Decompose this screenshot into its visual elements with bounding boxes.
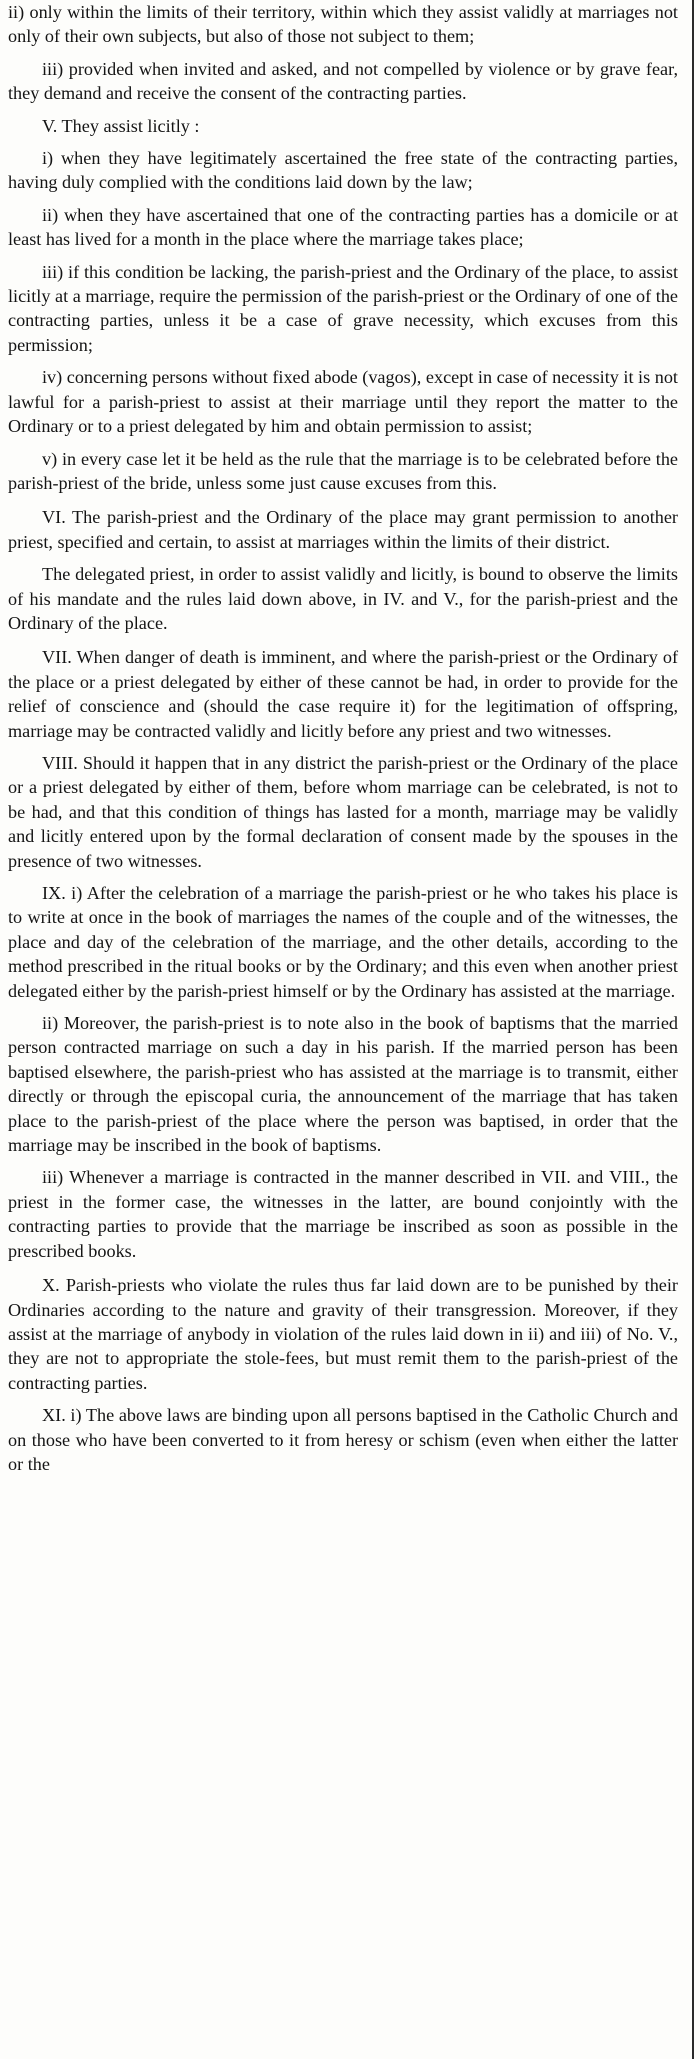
paragraph: ii) Moreover, the parish-priest is to note also in the book of baptisms that the married person contracted marriage on such a day in his parish. If the married person has been baptised elsewhere, the parish-priest who has assisted at the marriage is to transmit, either directly or through the episcopal curia, the announcement of the marriage that has taken place to the parish-priest of the place where the person was baptised, in order that the marriage may be inscribed in the book of baptisms. [8,1013,678,1156]
paragraph: IX. i) After the celebration of a marriage the parish-priest or he who takes his place is to write at once in the book of marriages the names of the couple and of the witnesses, the place and day of the celebration of the marriage, and the other details, according to the method prescribed in the ritual books or by the Ordinary; and this even when another priest delegated either by the parish-priest himself or by the Ordinary has assisted at the marriage. [8,883,678,1001]
paragraph: v) in every case let it be held as the rule that the marriage is to be celebrated before the parish-priest of the bride, unless some just cause excuses from this. [8,448,678,493]
paragraph: XI. i) The above laws are binding upon all persons baptised in the Catholic Church and on those who have been converted to it from heresy or schism (even when either the latter or the [8,1405,678,1474]
paragraph: ii) when they have ascertained that one of the contracting parties has a domicile or at least has lived for a month in the place where the marriage takes place; [8,204,678,250]
section-heading: V. They assist licitly : [42,115,200,136]
paragraph: ii) only within the limits of their territory, within which they assist validly at marriages not only of their own subjects, but also of those not subject to them; [8,2,678,47]
paragraph: VII. When danger of death is imminent, and where the parish-priest or the Ordinary of the place or a priest delegated by either of these cannot be had, in order to provide for the relief of conscience and (should the case require it) for the legitimation of offspring, marriage may be contracted validly and licitly before any priest and two witnesses. [8,647,678,741]
paragraph: iii) provided when invited and asked, and not compelled by violence or by grave fear, they demand and receive the consent of the contracting parties. [8,58,678,104]
page-edge-rule [692,0,694,2059]
paragraph: X. Parish-priests who violate the rules thus far laid down are to be punished by their Ordinaries according to the nature and gravity of their transgression. Moreover, if they assist at the marriage of anybody in violation of the rules laid down in ii) and iii) of No. V., they are not to appropriate the stole-fees, but must remit them to the parish-priest of the contracting parties. [8,1275,678,1393]
paragraph: VI. The parish-priest and the Ordinary of the place may grant permission to another priest, specified and certain, to assist at marriages within the limits of their district. [8,507,678,552]
paragraph: The delegated priest, in order to assist validly and licitly, is bound to observe the limits of his mandate and the rules laid down above, in IV. and V., for the parish-priest and the Ordinary of the place. [8,564,678,633]
paragraph: iv) concerning persons without fixed abode (vagos), except in case of necessity it is not lawful for a parish-priest to assist at their marriage until they report the matter to the Ordinary or to a priest delegated by him and obtain permission to assist; [8,367,678,437]
paragraph: VIII. Should it happen that in any district the parish-priest or the Ordinary of the place or a priest delegated by either of them, before whom marriage can be celebrated, is not to be had, and that this condition of things has lasted for a month, marriage may be validly and licitly entered upon by the formal declaration of consent made by the spouses in the presence of two witnesses. [8,752,678,871]
paragraph: i) when they have legitimately ascertained the free state of the contracting parties, having duly complied with the conditions laid down by the law; [8,148,678,193]
text-column [8,0,678,1484]
paragraph: iii) if this condition be lacking, the parish-priest and the Ordinary of the place, to assist licitly at a marriage, require the permission of the parish-priest or the Ordinary of one of the contracting parties, unless it be a case of grave necessity, which excuses from this permission; [8,261,678,355]
paragraph: iii) Whenever a marriage is contracted in the manner described in VII. and VIII., the priest in the former case, the witnesses in the latter, are bound conjointly with the contracting parties to provide that the marriage be inscribed as soon as possible in the prescribed books. [8,1167,678,1261]
